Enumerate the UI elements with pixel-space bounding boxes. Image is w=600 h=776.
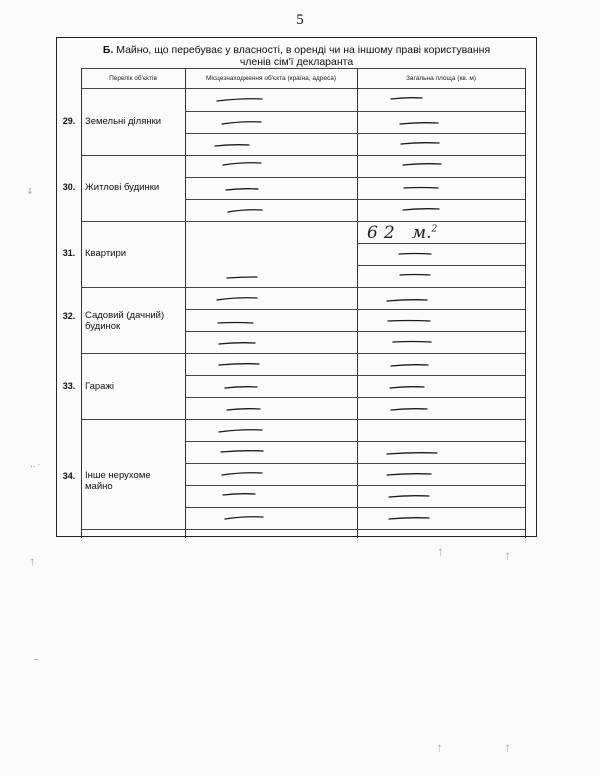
row-number-32: 32.	[62, 311, 76, 321]
row-label-garages: Гаражі	[85, 381, 114, 392]
section-title-line1: Майно, що перебуває у власності, в оренді чи на іншому праві користування	[113, 44, 491, 56]
column-header-objects: Перелік об'єктів	[109, 75, 157, 82]
area-number: 62	[367, 223, 401, 243]
row-number-34: 34.	[62, 471, 76, 481]
row-label-garden-house: Садовий (дачний) будинок	[85, 310, 165, 332]
page-number: 5	[296, 12, 304, 28]
scan-speck: ⸸	[28, 187, 32, 196]
row-number-31: 31.	[62, 248, 76, 258]
row-number-30: 30.	[62, 182, 76, 192]
row-number-33: 33.	[62, 381, 76, 391]
section-title-line2: членів сім'ї декларанта	[239, 56, 354, 68]
row-label-land: Земельні ділянки	[85, 116, 162, 127]
scan-speck: ᛏ	[505, 552, 510, 561]
scan-speck: –	[34, 655, 39, 664]
handwritten-area-value	[367, 223, 437, 243]
scan-speck: ᛏ	[505, 744, 510, 753]
declaration-form-frame	[56, 37, 537, 537]
row-number-29: 29.	[62, 116, 76, 126]
handwritten-dashes	[57, 38, 538, 538]
scan-speck: ‥ ·	[30, 460, 41, 469]
row-label-apartments: Квартири	[85, 248, 127, 259]
scan-speck: ᛏ	[437, 744, 442, 753]
scan-speck: ᛏ	[438, 548, 443, 557]
area-superscript: 2	[431, 224, 438, 235]
section-letter: Б.	[102, 44, 114, 56]
row-label-other-property: Інше нерухоме майно	[85, 470, 151, 492]
column-header-location: Місцезнаходження об'єкта (країна, адреса)	[206, 75, 336, 82]
scan-speck: ᛏ	[30, 558, 35, 567]
area-unit: м.	[412, 223, 432, 243]
row-label-houses: Житлові будинки	[85, 182, 160, 193]
column-header-area: Загальна площа (кв. м)	[405, 75, 477, 82]
